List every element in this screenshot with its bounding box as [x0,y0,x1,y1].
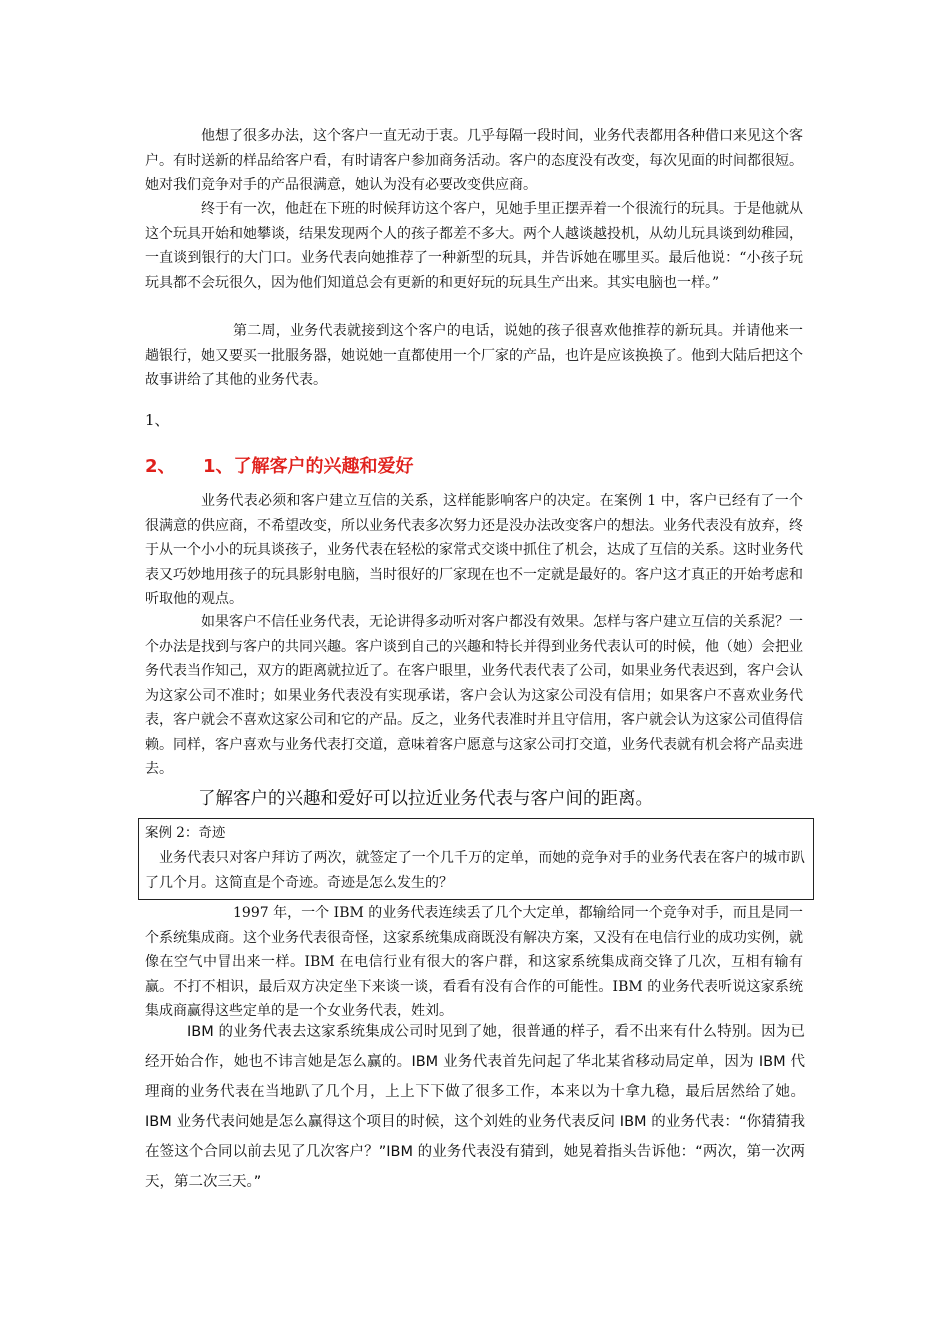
paragraph-common-interests: 如果客户不信任业务代表，无论讲得多动听对客户都没有效果。怎样与客户建立互信的关系泥？一个办法是找到与客户的共同兴趣。客户谈到自己的兴趣和特长并得到业务代表认可的时候，他（她）会把业务代表当作知己，双方的距离就拉近了。在客户眼里，业务代表代表了公司，如果业务代表迟到，客户会认为这家公司不准时；如果业务代表没有实现承诺，客户会认为这家公司没有信用；如果客户不喜欢业务代表，客户就会不喜欢这家公司和它的产品。反之，业务代表准时并且守信用，客户就会认为这家公司值得信赖。同样，客户喜欢与业务代表打交道，意味着客户愿意与这家公司打交道，业务代表就有机会将产品卖进去。 [145,614,803,777]
case-study-title: 案例 2：奇迹 [145,825,226,841]
paragraph-second-week: 第二周，业务代表就接到这个客户的电话，说她的孩子很喜欢他推荐的新玩具。并请他来一趟银行，她又要买一批服务器，她说她一直都使用一个厂家的产品，也许是应该换换了。他到大陆后把这个故事讲给了其他的业务代表。 [145,323,803,388]
case-study-body: 业务代表只对客户拜访了两次，就签定了一个几千万的定单，而她的竞争对手的业务代表在客户的城市趴了几个月。这简直是个奇迹。奇迹是怎么发生的？ [145,850,805,891]
paragraph-ibm-meeting: IBM 的业务代表去这家系统集成公司时见到了她，很普通的样子，看不出来有什么特别。因为已经开始合作，她也不讳言她是怎么赢的。IBM 业务代表首先问起了华北某省移动局定单，因为 IBM 代理商的业务代表在当地趴了几个月，上上下下做了很多工作，本来以为十拿九稳，最后居然给了她。IBM 业务代表问她是怎么赢得这个项目的时候，这个刘姓的业务代表反问 IBM 的业务代表：“你猜猜我在签这个合同以前去见了几次客户？”IBM 的业务代表没有猜到，她晃着指头告诉他：“两次，第一次两天，第二次三天。” [145,1024,805,1190]
paragraph-ibm-1997: 1997 年，一个 IBM 的业务代表连续丢了几个大定单，都输给同一个竞争对手，而且是同一个系统集成商。这个业务代表很奇怪，这家系统集成商既没有解决方案，又没有在电信行业的成功实例，就像在空气中冒出来一样。IBM 在电信行业有很大的客户群，和这家系统集成商交锋了几次，互相有输有赢。不打不相识，最后双方决定坐下来谈一谈，看看有没有合作的可能性。IBM 的业务代表听说这家系统集成商赢得这些定单的是一个女业务代表，姓刘。 [145,905,803,1019]
section-heading-number: 2、 [145,456,176,477]
summary-line: 了解客户的兴趣和爱好可以拉近业务代表与客户间的距离。 [198,789,653,809]
paragraph-mutual-trust: 业务代表必须和客户建立互信的关系，这样能影响客户的决定。在案例 1 中，客户已经有了一个很满意的供应商，不希望改变，所以业务代表多次努力还是没办法改变客户的想法。业务代表没有放弃，终于从一个小小的玩具谈孩子，业务代表在轻松的家常式交谈中抓住了机会，达成了互信的关系。这时业务代表又巧妙地用孩子的玩具影射电脑，当时很好的厂家现在也不一定就是最好的。客户这才真正的开始考虑和听取他的观点。 [145,493,803,607]
paragraph-toy-conversation: 终于有一次，他赶在下班的时候拜访这个客户，见她手里正摆弄着一个很流行的玩具。于是他就从这个玩具开始和她攀谈，结果发现两个人的孩子都差不多大。两个人越谈越投机，从幼儿玩具谈到幼稚园，一直谈到银行的大门口。业务代表向她推荐了一种新型的玩具，并告诉她在哪里买。最后他说：“小孩子玩玩具都不会玩很久，因为他们知道总会有更新的和更好玩的玩具生产出来。其实电脑也一样。” [145,201,803,291]
list-marker: 1、 [145,411,170,429]
case-study-box [138,818,814,900]
paragraph-customer-unmoved: 他想了很多办法，这个客户一直无动于衷。几乎每隔一段时间，业务代表都用各种借口来见这个客户。有时送新的样品给客户看，有时请客户参加商务活动。客户的态度没有改变，每次见面的时间都很短。她对我们竞争对手的产品很满意，她认为没有必要改变供应商。 [145,128,803,193]
section-heading [145,452,414,478]
section-heading-text: 1、了解客户的兴趣和爱好 [203,456,414,477]
